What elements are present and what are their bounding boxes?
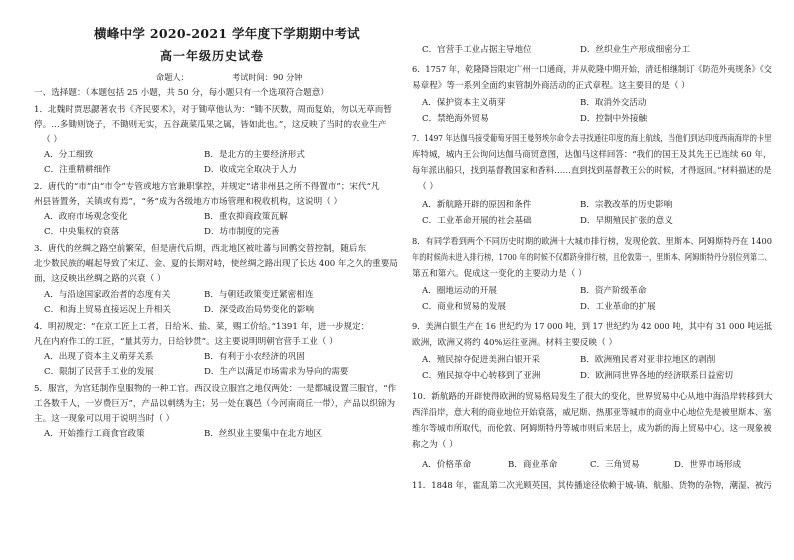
- option-c: C．殖民掠夺中心转移到了亚洲: [422, 371, 541, 381]
- question-4-line: 4．明初规定：“在京工匠上工者，日给米、盐、菜，赐工价给。”1391 年，进一步规定：: [34, 322, 370, 332]
- option-d: D．收成完全取决于人力: [204, 165, 297, 175]
- option-d: D．深受政治局势变化的影响: [204, 305, 315, 315]
- option-d: D．生产以满足市场需求为导向的需要: [204, 367, 349, 377]
- question-10-line: 维尔等城市所取代，而伦敦、阿姆斯特丹等城市则后来居上，成为新的海上贸易中心。这一现象被: [412, 424, 772, 434]
- option-a: A．分工细致: [44, 150, 94, 160]
- question-5-line: 5．服宫，为宫廷制作皇服物的一种工官。西汉设立服宫之地仅两处：一是都城设置三服官，“作: [34, 384, 397, 394]
- option-a: A．圈地运动的开展: [422, 286, 497, 296]
- option-b: B．有利于小农经济的巩固: [204, 352, 305, 362]
- question-1-line: 1．北魏时贾思勰著农书《齐民要术》，对于锄草他认为：“锄不厌数，周而复始，勿以无草而暂: [34, 105, 392, 115]
- question-2-line: 州县皆置务，关镇或有焉”，“务”成为各级地方市场管理和税收机构，这说明（ ）: [34, 197, 343, 207]
- option-d: D．欧洲同世界各地的经济联系日益密切: [580, 371, 733, 381]
- section-heading: 一、选择题：（本题包括 25 小题，共 50 分，每小题只有一个选项符合题意）: [34, 88, 329, 98]
- option-a: A．与沿途国家政治者的态度有关: [44, 290, 171, 300]
- option-a: A．新航路开辟的原因和条件: [422, 200, 532, 210]
- option-a: A．殖民掠夺促进美洲白银开采: [422, 355, 540, 365]
- option-c: C．工业革命开展的社会基础: [422, 216, 532, 226]
- question-7-line: 7．1497 年达伽马接受葡萄牙国王曼努埃尔命令去寻找通往印度的海上航线，当他们到达印度西南海岸的卡里: [412, 134, 772, 144]
- option-c: C．三角贸易: [590, 460, 640, 470]
- option-c: C．商业和贸易的发展: [422, 302, 506, 312]
- option-c: C．官营手工业占据主导地位: [422, 45, 532, 55]
- option-b: B．丝织业主要集中在北方地区: [204, 429, 323, 439]
- option-c: C．限制了民营手工业的发展: [44, 367, 154, 377]
- question-5-line: 主。这一现象可以用于说明当时（ ）: [34, 414, 175, 424]
- question-3-line: 面，这反映出丝绸之路的兴衰（ ）: [34, 274, 166, 284]
- question-3-line: 北少数民族的崛起导致了宋辽、金、夏的长期对峙，使丝绸之路出现了长达 400 年之久的重要局: [34, 259, 398, 269]
- question-8-line: 年的时候尚未进入排行榜，1700 年的时候不仅都跻身排行榜，且伦敦第一，里斯本、阿姆斯特丹分别位列第二、: [412, 253, 772, 263]
- option-b: B．与朝廷政策变迁紧密相连: [204, 290, 314, 300]
- option-b: B．重农抑商政策瓦解: [204, 212, 288, 222]
- question-4-line: 凡在内府作工的工匠，“量其劳力，日给钞贯”。这主要说明明朝官营手工业（ ）: [34, 337, 338, 347]
- question-1-line: 停。…多锄则饶子，不锄则无实，五谷蔬菜瓜果之属，皆如此也。”，这反映了当时的农业生产: [34, 120, 387, 130]
- option-a: A．保护资本主义萌芽: [422, 98, 506, 108]
- option-a: A．政府市场观念变化: [44, 212, 128, 222]
- exam-time: 考试时间：90 分钟: [232, 72, 303, 82]
- option-b: B．资产阶级革命: [580, 286, 647, 296]
- question-10-line: 西洋沿岸，意大利的商业地位开始衰落，威尼斯、热那亚等城市的商业中心地位先是被里斯本、塞: [412, 408, 772, 418]
- question-7-line: （ ）: [418, 182, 438, 192]
- option-d: D．坊市制度的完善: [204, 227, 280, 237]
- question-9-line: 欧洲，欧洲又将约 40%运往亚洲。材料主要反映（ ）: [412, 338, 618, 348]
- question-6-line: 易章程》等一系列全面约束管制外商活动的正式章程。这主要目的是（ ）: [412, 81, 690, 91]
- exam-author: 命题人：: [156, 72, 189, 82]
- question-6-line: 6．1757 年，乾隆降旨限定广州一口通商，并从乾隆中期开始，清廷相继制订《防范外夷规条》《交: [412, 65, 772, 75]
- option-d: D．丝织业生产形成细密分工: [580, 45, 691, 55]
- option-d: D．世界市场形成: [674, 460, 742, 470]
- option-b: B．欧洲殖民者对亚非拉地区的剥削: [580, 355, 716, 365]
- question-5-line: 工各数千人，一岁费巨万”，产品以刺绣为主；另一处在襄邑（今河南商丘一带），产品以织锦为: [34, 399, 396, 409]
- option-d: D．早期殖民扩张的意义: [580, 216, 673, 226]
- question-8-line: 第五和第六。促成这一变化的主要动力是（ ）: [412, 269, 587, 279]
- question-10-line: 称之为（ ）: [412, 440, 458, 450]
- question-3-line: 3．唐代的丝绸之路空前繁荣，但是唐代后期，西北地区被吐蕃与回鹘交替控制，随后东: [34, 244, 367, 254]
- question-8-line: 8．有同学看到两个不同历史时期的欧洲十大城市排行榜，发现伦敦、里斯本、阿姆斯特丹在 1400: [412, 237, 772, 247]
- option-a: A．出现了资本主义萌芽关系: [44, 352, 154, 362]
- question-2-line: 2．唐代的“市”由“市令”专管或地方官兼职掌控，并规定“诸非州县之所不得置市”；宋代“凡: [34, 182, 380, 192]
- option-c: C．和海上贸易直接运况上升相关: [44, 305, 171, 315]
- option-d: D．控制中外接触: [580, 114, 648, 124]
- exam-title: 横峰中学 2020-2021 学年度下学期期中考试: [94, 26, 360, 41]
- question-9-line: 9．美洲白银生产在 16 世纪约为 17 000 吨，到 17 世纪约为 42 000 吨，其中有 31 000 吨运抵: [412, 322, 772, 332]
- option-c: C．中央集权的衰落: [44, 227, 120, 237]
- question-7-line: 库特城，城内王公询问达伽马商贸意图，达伽马这样回答：“我们的国王及其先王已连续 60 年，: [412, 150, 772, 160]
- option-a: A．价格革命: [422, 460, 472, 470]
- option-b: B．商业革命: [508, 460, 558, 470]
- exam-subtitle: 高一年级历史试卷: [160, 49, 265, 63]
- option-a: A．开始推行工商食官政策: [44, 429, 145, 439]
- question-7-line: 每年派出船只，找到基督教国家和香料……直到找到基督教王公的时候，才得返回。”材料描述的是: [412, 166, 772, 176]
- question-11-line: 11．1848 年，霍乱第二次光顾英国，其传播途径依赖于城-镇、航船、货物的杂物，潮湿、被污: [412, 481, 772, 491]
- question-10-line: 10．新航路的开辟使得欧洲的贸易格局发生了很大的变化，世界贸易中心从地中海沿岸转移到大: [412, 392, 773, 402]
- option-b: B．是北方的主要经济形式: [204, 150, 305, 160]
- question-1-line: （ ）: [42, 135, 62, 145]
- option-b: B．宗教改革的历史影响: [580, 200, 673, 210]
- option-b: B．取消外交活动: [580, 98, 647, 108]
- option-d: D．工业革命的扩展: [580, 302, 656, 312]
- option-c: C．注重精耕细作: [44, 165, 111, 175]
- option-c: C．禁绝海外贸易: [422, 114, 489, 124]
